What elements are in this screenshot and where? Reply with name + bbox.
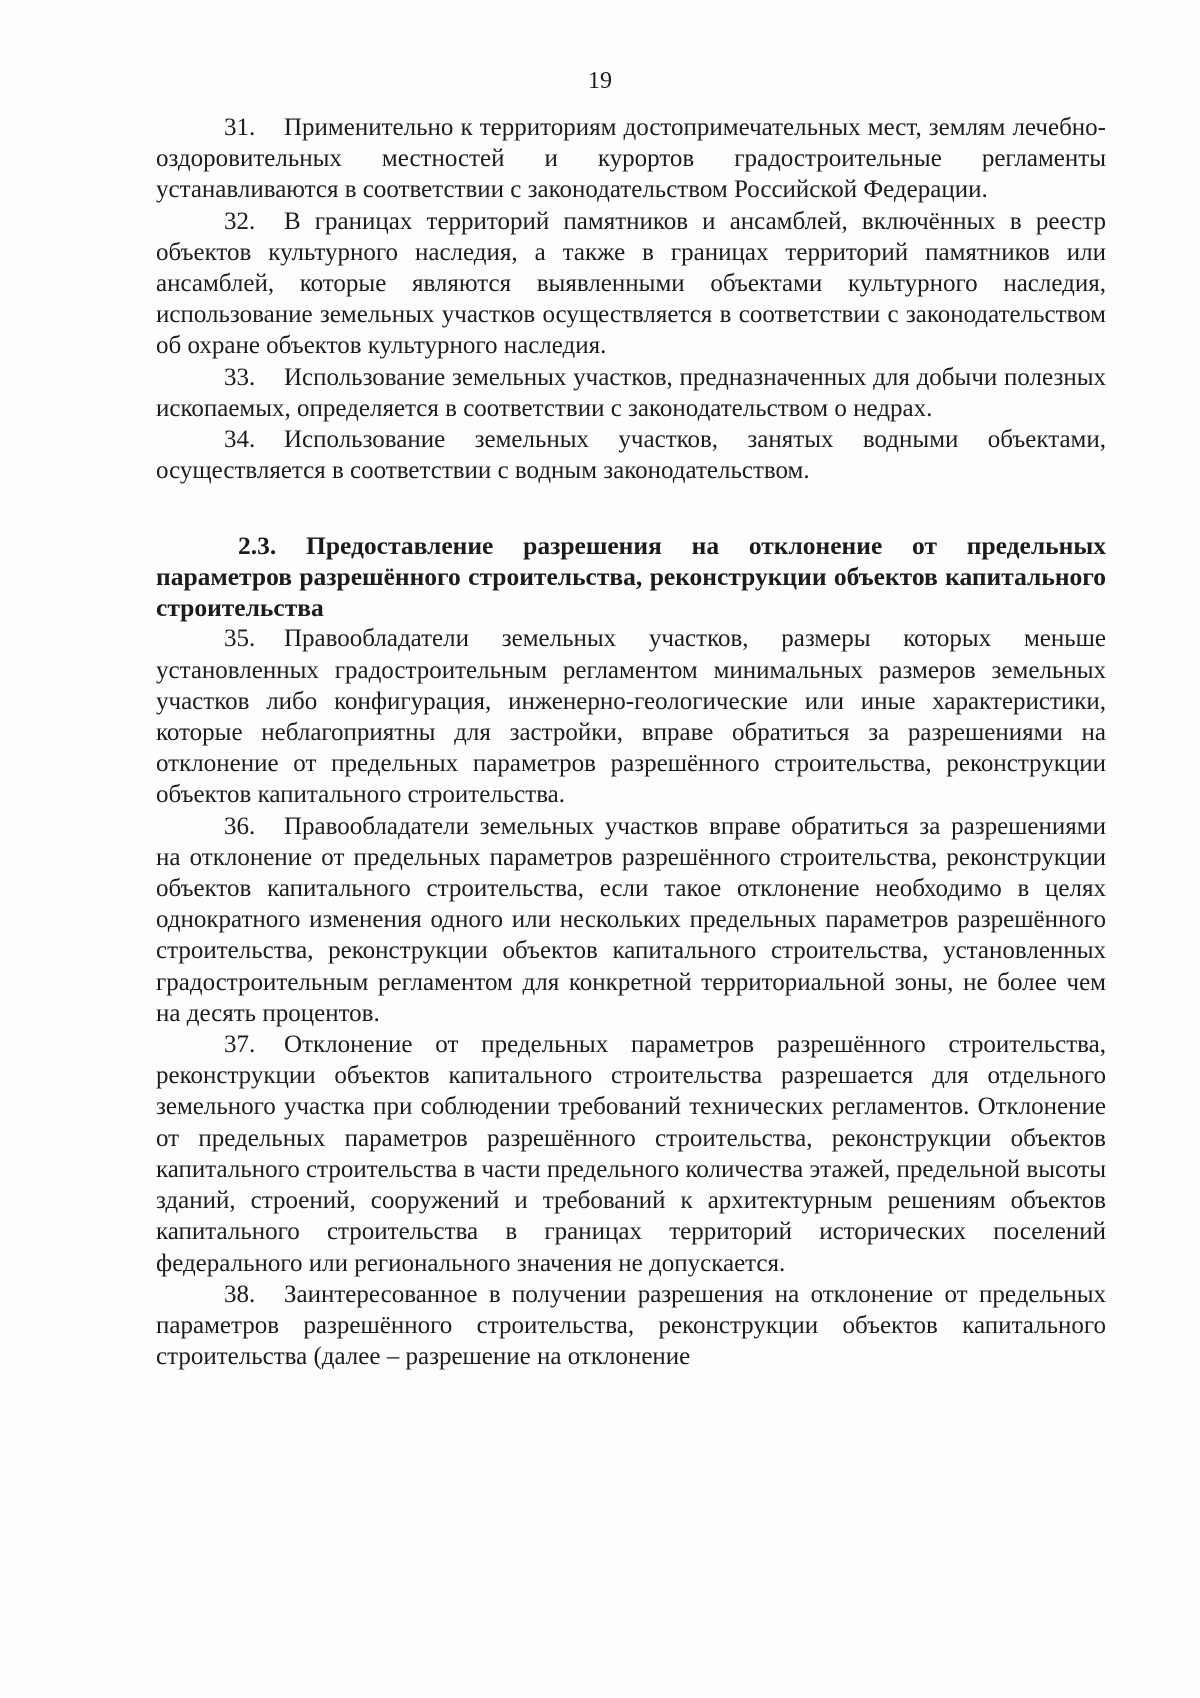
paragraph-number: 33. [224, 363, 256, 391]
paragraph-text: Правообладатели земельных участков, размеры которых меньше установленных градостроительным регламентом минимальных размеров земельных участков либо конфигурация, инженерно-геологические или иные характеристики, которые неблагоприятны для застройки, вправе обратиться за разрешениями на отклонение от предельных параметров разрешённого строительства, реконструкции объектов капитального строительства. [156, 625, 1106, 809]
document-body [156, 112, 1106, 1372]
paragraph-number: 31. [224, 114, 256, 141]
paragraph-text: Отклонение от предельных параметров разрешённого строительства, реконструкции объектов капитального строительства разрешается для отдельного земельного участка при соблюдении требований технических регламентов. Отклонение от предельных параметров разрешённого строительства, реконструкции объектов капитального строительства в части предельного количества этажей, предельной высоты зданий, строений, сооружений и требований к архитектурным решениям объектов капитального строительства в границах территорий исторических поселений федерального или регионального значения не допускается. [156, 1031, 1106, 1277]
paragraph-36 [156, 811, 1106, 1029]
paragraph-33 [156, 362, 1106, 424]
paragraph-37 [156, 1029, 1106, 1279]
paragraph-32 [156, 206, 1106, 362]
paragraph-38 [156, 1279, 1106, 1373]
paragraph-text: Правообладатели земельных участков вправе обратиться за разрешениями на отклонение от предельных параметров разрешённого строительства, реконструкции объектов капитального строительства, если такое отклонение необходимо в целях однократного изменения одного или нескольких предельных параметров разрешённого строительства, реконструкции объектов капитального строительства, установленных градостроительным регламентом для конкретной территориальной зоны, не более чем на десять процентов. [156, 812, 1106, 1027]
paragraph-number: 37. [224, 1031, 256, 1059]
section-heading: 2.3. Предоставление разрешения на отклонение от предельных параметров разрешённого строительства, реконструкции объектов капитального строительства [156, 531, 1106, 623]
paragraph-34 [156, 424, 1106, 486]
paragraph-number: 32. [224, 207, 256, 235]
paragraph-text: Использование земельных участков, предназначенных для добычи полезных ископаемых, определяется в соответствии с законодательством о недрах. [156, 363, 1106, 422]
paragraph-number: 34. [224, 426, 256, 454]
paragraph-35 [156, 623, 1106, 810]
paragraph-number: 38. [224, 1280, 256, 1308]
paragraph-text: Использование земельных участков, занятых водными объектами, осуществляется в соответствии с водным законодательством. [156, 426, 1106, 485]
paragraph-number: 35. [224, 625, 256, 653]
paragraph-text: В границах территорий памятников и ансамблей, включённых в реестр объектов культурного наследия, а также в границах территорий памятников или ансамблей, которые являются выявленными объектами культурного наследия, использование земельных участков осуществляется в соответствии с законодательством об охране объектов культурного наследия. [156, 207, 1106, 360]
page-number: 19 [588, 68, 612, 94]
paragraph-31 [156, 112, 1106, 206]
paragraph-text: Применительно к территориям достопримечательных мест, землям лечебно-оздоровительных местностей и курортов градостроительные регламенты устанавливаются в соответствии с законодательством Российской Федерации. [156, 114, 1106, 204]
paragraph-number: 36. [224, 812, 256, 840]
paragraph-text: Заинтересованное в получении разрешения на отклонение от предельных параметров разрешённого строительства, реконструкции объектов капитального строительства (далее – разрешение на отклонение [156, 1280, 1106, 1371]
